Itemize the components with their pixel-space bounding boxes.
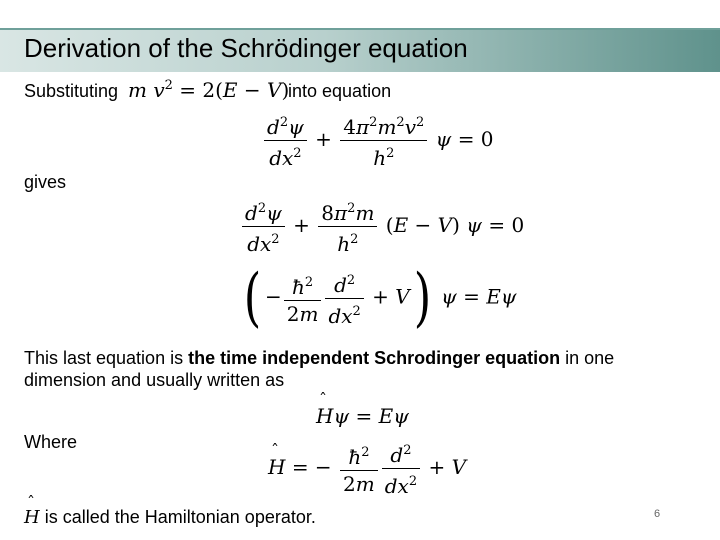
hamiltonian-note bbox=[24, 507, 316, 528]
equation-3: ( − $\frac{ħ^2}{2m}$ $\frac{d^2}{dx^2}$ + V) ψ = Eψ bbox=[243, 261, 517, 335]
paragraph-line-2: dimension and usually written as bbox=[24, 370, 285, 390]
paragraph-line-1 bbox=[24, 348, 614, 369]
equation-2: $\frac{d^2\psi}{dx^2}$ + $\frac{8\pi^2m}{h^2}$ (E − V) ψ = 0 bbox=[240, 196, 524, 257]
substitution-formula: m $v^2 = 2(E - V)$ bbox=[128, 78, 290, 102]
para-bold: the time independent Schrodinger equation bbox=[188, 348, 561, 368]
into-equation-label: into equation bbox=[288, 81, 392, 101]
h-hat-symbol: ˆ H bbox=[24, 507, 40, 528]
equation-hamiltonian-short: ˆ Hψ = Eψ bbox=[316, 404, 409, 428]
para-start: This last equation is bbox=[24, 348, 189, 368]
page-number: 6 bbox=[654, 508, 661, 520]
slide-title: Derivation of the Schrödinger equation bbox=[24, 33, 468, 63]
gives-label: gives bbox=[24, 172, 67, 192]
hamiltonian-note-text: is called the Hamiltonian operator. bbox=[39, 507, 316, 527]
equation-1: $\frac{d^2\psi}{dx^2}$ + $\frac{4\pi^2m^2v^2}{h^2}$ ψ = 0 bbox=[262, 110, 494, 171]
substituting-label: Substituting bbox=[24, 81, 119, 101]
equation-hamiltonian-definition: ˆ H = − $\frac{ħ^2}{2m}$ $\frac{d^2}{dx^2}$ + V bbox=[268, 438, 466, 499]
para-end: in one bbox=[560, 348, 615, 368]
where-label: Where bbox=[24, 432, 78, 452]
